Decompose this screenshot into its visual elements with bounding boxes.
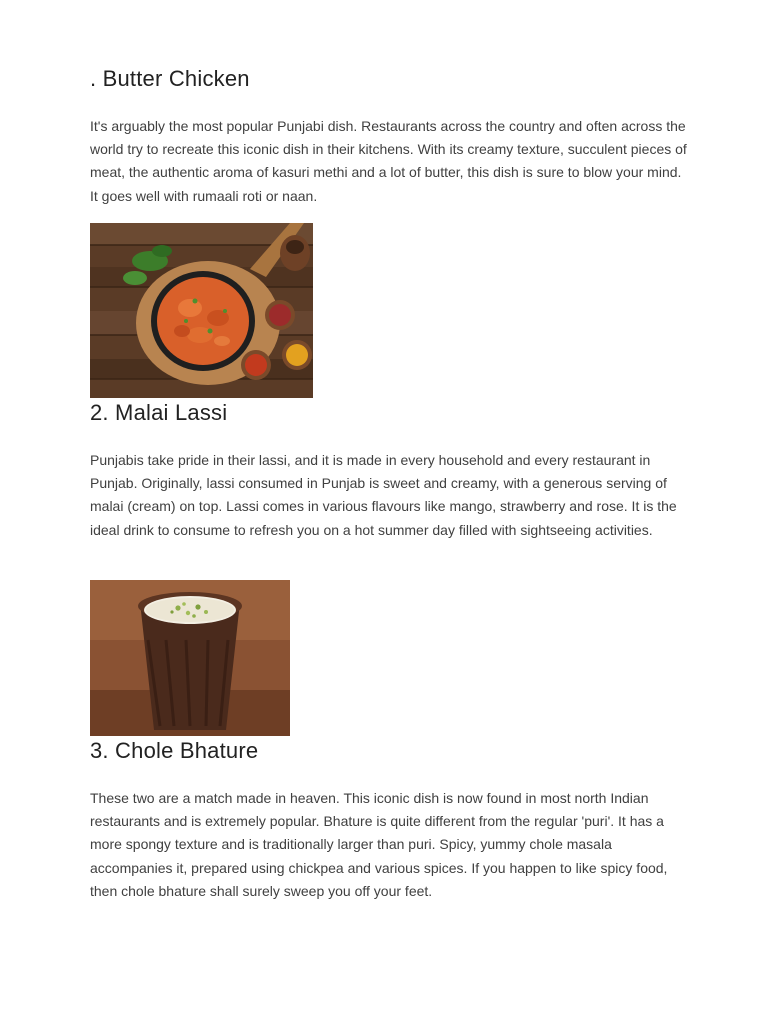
malai-lassi-heading: 2. Malai Lassi	[90, 400, 228, 425]
malai-lassi-photo	[90, 580, 290, 736]
chole-bhature-heading: 3. Chole Bhature	[90, 738, 259, 763]
chole-bhature-description: These two are a match made in heaven. This iconic dish is now found in most north Indian restaurants and is extremely popular. Bhature is quite different from the regular 'puri'. It has a more spongy texture and is traditionally larger than puri. Spicy, yummy chole masala accompanies it, prepared using chickpea and various spices. If you happen to like spicy food, then chole bhature shall surely sweep you off your feet.	[90, 790, 668, 899]
butter-chicken-heading: . Butter Chicken	[90, 66, 250, 91]
malai-lassi-description: Punjabis take pride in their lassi, and it is made in every household and every restaurant in Punjab. Originally, lassi consumed in Punjab is sweet and creamy, with a generous serving of malai (cream) on top. Lassi comes in various flavours like mango, strawberry and rose. It is the ideal drink to consume to refresh you on a hot summer day filled with sightseeing activities.	[90, 452, 677, 538]
butter-chicken-photo	[90, 223, 313, 398]
butter-chicken-description: It's arguably the most popular Punjabi dish. Restaurants across the country and often across the world try to recreate this iconic dish in their kitchens. With its creamy texture, succulent pieces of meat, the authentic aroma of kasuri methi and a lot of butter, this dish is sure to blow your mind. It goes well with rumaali roti or naan.	[90, 118, 687, 204]
